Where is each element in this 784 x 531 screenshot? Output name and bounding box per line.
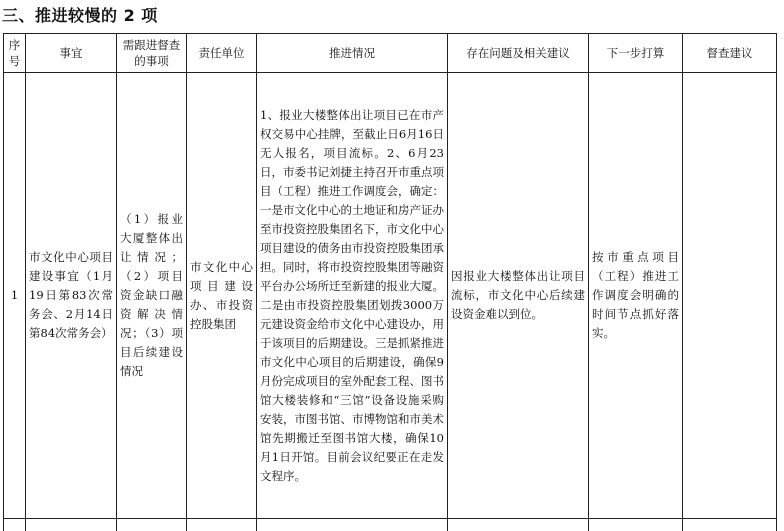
- header-progress: 推进情况: [257, 34, 448, 73]
- cell-matter: 市文化中心项目建设事宜（1月19日第83次常务会、2月14日第84次常务会）: [26, 73, 117, 519]
- table-row: [4, 73, 777, 519]
- header-no: 序号: [4, 34, 26, 73]
- cell-issues: 因报业大楼整体出让项目流标，市文化中心后续建设资金难以到位。: [448, 73, 589, 519]
- header-issues: 存在问题及相关建议: [448, 34, 589, 73]
- table-row-continued: [4, 519, 777, 531]
- table-header-row: [4, 34, 777, 73]
- progress-table: [3, 33, 777, 531]
- section-heading: 三、推进较慢的 2 项: [2, 3, 158, 26]
- header-suggestion: 督查建议: [683, 34, 777, 73]
- header-unit: 责任单位: [187, 34, 257, 73]
- cell-no: 1: [4, 73, 26, 519]
- header-followup: 需跟进督查的事项: [117, 34, 187, 73]
- header-next: 下一步打算: [589, 34, 683, 73]
- cell-suggestion: [683, 73, 777, 519]
- cell-next: 按市重点项目（工程）推进工作调度会明确的时间节点抓好落实。: [589, 73, 683, 519]
- cell-unit: 市文化中心项目建设办、市投资控股集团: [187, 73, 257, 519]
- cell-followup: （1）报业大厦整体出让情况；（2）项目资金缺口融资解决情况；（3）项目后续建设情况: [117, 73, 187, 519]
- cell-progress: 1、报业大楼整体出让项目已在市产权交易中心挂牌，至截止日6月16日无人报名，项目流标。2、6月23日，市委书记刘捷主持召开市重点项目（工程）推进工作调度会，确定：一是市文化中心的土地证和房产证办至市投资控股集团名下，市文化中心项目建设的债务由市投资控股集团承担。同时，将市投资控股集团等融资平台办公场所迁至新建的报业大厦。二是由市投资控股集团划拨3000万元建设资金给市文化中心建设办，用于该项目的后期建设。三是抓紧推进市文化中心项目的后期建设，确保9月份完成项目的室外配套工程、图书馆大楼装修和“三馆”设备设施采购安装，市图书馆、市博物馆和市美术馆先期搬迁至图书馆大楼，确保10月1日开馆。目前会议纪要正在走发文程序。: [257, 73, 448, 519]
- header-matter: 事宜: [26, 34, 117, 73]
